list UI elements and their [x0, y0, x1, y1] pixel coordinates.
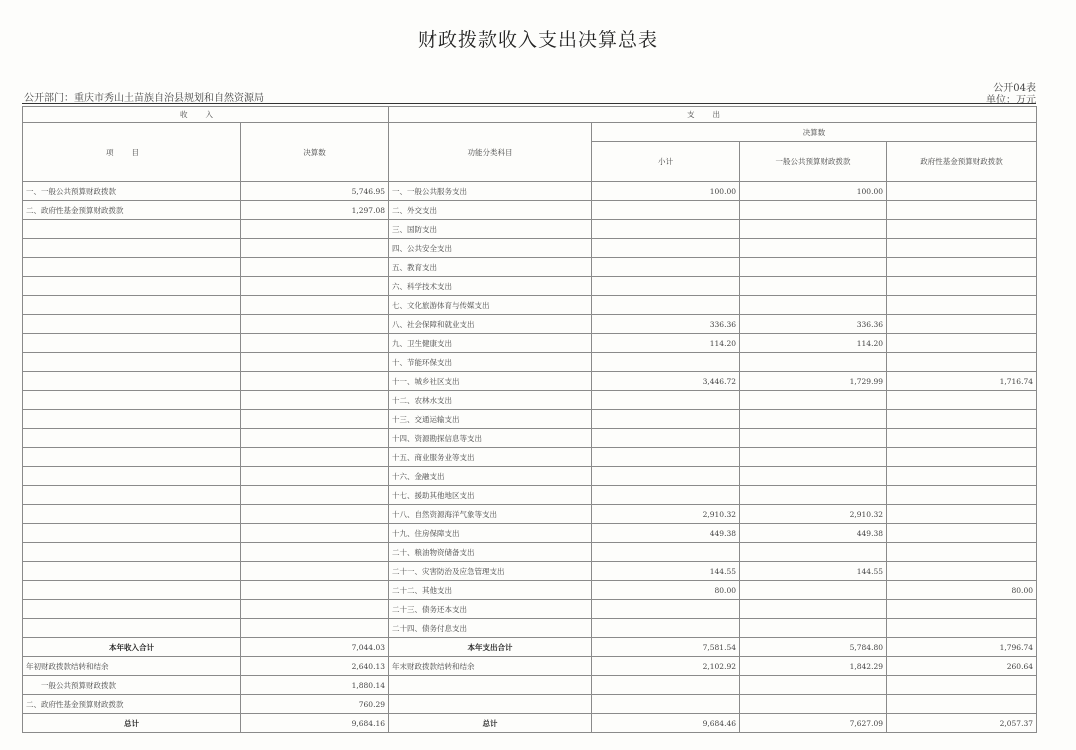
final-amount-header-2: 决算数	[592, 123, 1037, 142]
subtotal-header: 小计	[592, 142, 740, 182]
expense-subtotal: 449.38	[592, 524, 740, 543]
table-row	[23, 258, 1037, 277]
carry-in-label: 年初财政拨款结转和结余	[23, 657, 241, 676]
expense-subtotal: 114.20	[592, 334, 740, 353]
table-row	[23, 448, 1037, 467]
expense-general	[740, 220, 887, 239]
income-amount	[241, 448, 389, 467]
header-row-2	[23, 123, 1037, 142]
income-item	[23, 315, 241, 334]
func-class-header: 功能分类科目	[389, 123, 592, 182]
income-item	[23, 334, 241, 353]
table-row	[23, 201, 1037, 220]
income-amount	[241, 258, 389, 277]
income-amount	[241, 429, 389, 448]
income-amount	[241, 372, 389, 391]
income-item	[23, 410, 241, 429]
expense-subtotal: 80.00	[592, 581, 740, 600]
expense-fund	[887, 353, 1037, 372]
income-total-label: 本年收入合计	[23, 638, 241, 657]
expense-general: 100.00	[740, 182, 887, 201]
table-row	[23, 239, 1037, 258]
form-number: 公开04表	[993, 83, 1036, 94]
expense-item: 三、国防支出	[389, 220, 592, 239]
income-item	[23, 429, 241, 448]
expense-subtotal	[592, 391, 740, 410]
expense-item: 十四、资源勘探信息等支出	[389, 429, 592, 448]
expense-subtotal	[592, 239, 740, 258]
table-row	[23, 581, 1037, 600]
expense-subtotal: 3,446.72	[592, 372, 740, 391]
income-item	[23, 258, 241, 277]
expense-subtotal	[592, 296, 740, 315]
table-row	[23, 391, 1037, 410]
expense-subtotal	[592, 543, 740, 562]
expense-item: 七、文化旅游体育与传媒支出	[389, 296, 592, 315]
expense-general	[740, 581, 887, 600]
expense-item: 十七、援助其他地区支出	[389, 486, 592, 505]
carry-out-general: 1,842.29	[740, 657, 887, 676]
expense-subtotal	[592, 448, 740, 467]
expense-fund	[887, 524, 1037, 543]
expense-subtotal	[592, 410, 740, 429]
expense-total-general: 5,784.80	[740, 638, 887, 657]
expense-fund	[887, 562, 1037, 581]
expense-fund	[887, 448, 1037, 467]
expense-subtotal	[592, 429, 740, 448]
carry-general-row	[23, 676, 1037, 695]
income-amount	[241, 505, 389, 524]
expense-fund	[887, 429, 1037, 448]
expense-item: 二、外交支出	[389, 201, 592, 220]
income-amount	[241, 391, 389, 410]
expense-fund	[887, 315, 1037, 334]
expense-item: 十一、城乡社区支出	[389, 372, 592, 391]
expense-general	[740, 353, 887, 372]
expense-fund	[887, 201, 1037, 220]
income-item	[23, 391, 241, 410]
expense-fund	[887, 258, 1037, 277]
income-item	[23, 353, 241, 372]
expense-fund	[887, 277, 1037, 296]
top-rule	[22, 103, 1036, 104]
expense-subtotal: 144.55	[592, 562, 740, 581]
income-item	[23, 448, 241, 467]
grand-total-fund: 2,057.37	[887, 714, 1037, 733]
table-row	[23, 505, 1037, 524]
expense-subtotal: 100.00	[592, 182, 740, 201]
expense-item: 五、教育支出	[389, 258, 592, 277]
income-item	[23, 600, 241, 619]
carry-fund-row	[23, 695, 1037, 714]
expense-general	[740, 429, 887, 448]
expense-fund	[887, 296, 1037, 315]
expense-general: 336.36	[740, 315, 887, 334]
income-item	[23, 372, 241, 391]
expense-item: 二十、粮油物资储备支出	[389, 543, 592, 562]
income-amount: 5,746.95	[241, 182, 389, 201]
grand-total-general: 7,627.09	[740, 714, 887, 733]
table-row	[23, 220, 1037, 239]
income-amount	[241, 220, 389, 239]
expense-fund	[887, 239, 1037, 258]
expense-general	[740, 258, 887, 277]
table-row	[23, 410, 1037, 429]
annual-total-row	[23, 638, 1037, 657]
header-row-1	[23, 107, 1037, 123]
expense-total-subtotal: 7,581.54	[592, 638, 740, 657]
expense-item: 十、节能环保支出	[389, 353, 592, 372]
expense-total-fund: 1,796.74	[887, 638, 1037, 657]
expense-fund: 80.00	[887, 581, 1037, 600]
income-amount	[241, 315, 389, 334]
fund-budget-header: 政府性基金预算财政拨款	[887, 142, 1037, 182]
expense-general	[740, 201, 887, 220]
income-item: 二、政府性基金预算财政拨款	[23, 201, 241, 220]
final-amount-header: 决算数	[241, 123, 389, 182]
income-item	[23, 239, 241, 258]
table-row	[23, 600, 1037, 619]
expense-subtotal	[592, 220, 740, 239]
final-accounts-table	[22, 106, 1037, 733]
expense-fund	[887, 182, 1037, 201]
expense-fund	[887, 391, 1037, 410]
expense-subtotal	[592, 353, 740, 372]
department-label: 公开部门：重庆市秀山土苗族自治县规划和自然资源局	[24, 93, 264, 104]
income-amount	[241, 296, 389, 315]
income-item	[23, 486, 241, 505]
expense-item: 九、卫生健康支出	[389, 334, 592, 353]
grand-total-label-2: 总计	[389, 714, 592, 733]
expense-item: 十九、住房保障支出	[389, 524, 592, 543]
expense-general: 1,729.99	[740, 372, 887, 391]
table-row	[23, 353, 1037, 372]
expense-item: 八、社会保障和就业支出	[389, 315, 592, 334]
grand-total-row	[23, 714, 1037, 733]
income-item	[23, 543, 241, 562]
expense-general	[740, 277, 887, 296]
expense-fund	[887, 505, 1037, 524]
expense-fund	[887, 467, 1037, 486]
table-row	[23, 429, 1037, 448]
table-row	[23, 543, 1037, 562]
income-item	[23, 581, 241, 600]
carry-fund-value: 760.29	[241, 695, 389, 714]
general-budget-header: 一般公共预算财政拨款	[740, 142, 887, 182]
table-row	[23, 562, 1037, 581]
grand-total-subtotal: 9,684.46	[592, 714, 740, 733]
income-amount	[241, 410, 389, 429]
expense-subtotal	[592, 201, 740, 220]
expense-general: 449.38	[740, 524, 887, 543]
income-amount	[241, 562, 389, 581]
expense-general	[740, 448, 887, 467]
income-amount	[241, 467, 389, 486]
expense-general	[740, 467, 887, 486]
expense-subtotal	[592, 277, 740, 296]
income-item	[23, 562, 241, 581]
expense-general	[740, 410, 887, 429]
expense-item: 十八、自然资源海洋气象等支出	[389, 505, 592, 524]
expense-item: 二十一、灾害防治及应急管理支出	[389, 562, 592, 581]
expense-fund	[887, 334, 1037, 353]
income-item	[23, 467, 241, 486]
expense-header: 支出	[389, 107, 1037, 123]
expense-fund	[887, 600, 1037, 619]
expense-fund: 1,716.74	[887, 372, 1037, 391]
expense-general	[740, 239, 887, 258]
expense-general	[740, 619, 887, 638]
expense-subtotal	[592, 619, 740, 638]
expense-subtotal	[592, 467, 740, 486]
expense-general	[740, 391, 887, 410]
income-amount	[241, 543, 389, 562]
expense-fund	[887, 220, 1037, 239]
table-row	[23, 182, 1037, 201]
table-row	[23, 277, 1037, 296]
table-row	[23, 372, 1037, 391]
expense-fund	[887, 619, 1037, 638]
expense-item: 二十二、其他支出	[389, 581, 592, 600]
income-amount	[241, 334, 389, 353]
table-row	[23, 524, 1037, 543]
income-amount	[241, 486, 389, 505]
expense-item: 二十四、债务付息支出	[389, 619, 592, 638]
expense-fund	[887, 410, 1037, 429]
income-total-value: 7,044.03	[241, 638, 389, 657]
expense-item: 十三、交通运输支出	[389, 410, 592, 429]
carry-general-value: 1,880.14	[241, 676, 389, 695]
table-row	[23, 315, 1037, 334]
expense-subtotal	[592, 486, 740, 505]
carry-in-value: 2,640.13	[241, 657, 389, 676]
income-amount	[241, 353, 389, 372]
grand-total-income: 9,684.16	[241, 714, 389, 733]
item-header: 项目	[23, 123, 241, 182]
expense-item: 六、科学技术支出	[389, 277, 592, 296]
carry-general-label: 一般公共预算财政拨款	[23, 676, 241, 695]
expense-general	[740, 600, 887, 619]
income-amount	[241, 619, 389, 638]
income-item	[23, 277, 241, 296]
income-item	[23, 505, 241, 524]
expense-item: 一、一般公共服务支出	[389, 182, 592, 201]
expense-general	[740, 296, 887, 315]
carryover-row	[23, 657, 1037, 676]
carry-out-label: 年末财政拨款结转和结余	[389, 657, 592, 676]
income-item	[23, 619, 241, 638]
income-amount	[241, 581, 389, 600]
page-title: 财政拨款收入支出决算总表	[417, 29, 658, 51]
expense-total-label: 本年支出合计	[389, 638, 592, 657]
income-header: 收入	[23, 107, 389, 123]
income-item	[23, 296, 241, 315]
table-row	[23, 619, 1037, 638]
income-item	[23, 220, 241, 239]
expense-subtotal	[592, 600, 740, 619]
table-row	[23, 467, 1037, 486]
table-row	[23, 296, 1037, 315]
income-item: 一、一般公共预算财政拨款	[23, 182, 241, 201]
expense-subtotal	[592, 258, 740, 277]
expense-subtotal: 2,910.32	[592, 505, 740, 524]
expense-fund	[887, 486, 1037, 505]
expense-general	[740, 486, 887, 505]
grand-total-label: 总计	[23, 714, 241, 733]
expense-general: 2,910.32	[740, 505, 887, 524]
income-item	[23, 524, 241, 543]
income-amount	[241, 239, 389, 258]
expense-item: 四、公共安全支出	[389, 239, 592, 258]
carry-out-subtotal: 2,102.92	[592, 657, 740, 676]
expense-item: 十五、商业服务业等支出	[389, 448, 592, 467]
expense-general: 114.20	[740, 334, 887, 353]
expense-general	[740, 543, 887, 562]
table-row	[23, 334, 1037, 353]
income-amount	[241, 277, 389, 296]
carry-out-fund: 260.64	[887, 657, 1037, 676]
carry-fund-label: 二、政府性基金预算财政拨款	[23, 695, 241, 714]
income-amount	[241, 600, 389, 619]
expense-item: 十六、金融支出	[389, 467, 592, 486]
expense-fund	[887, 543, 1037, 562]
expense-subtotal: 336.36	[592, 315, 740, 334]
expense-item: 二十三、债务还本支出	[389, 600, 592, 619]
expense-general: 144.55	[740, 562, 887, 581]
income-amount: 1,297.08	[241, 201, 389, 220]
income-amount	[241, 524, 389, 543]
expense-item: 十二、农林水支出	[389, 391, 592, 410]
unit-label: 单位：万元	[986, 95, 1036, 106]
table-row	[23, 486, 1037, 505]
